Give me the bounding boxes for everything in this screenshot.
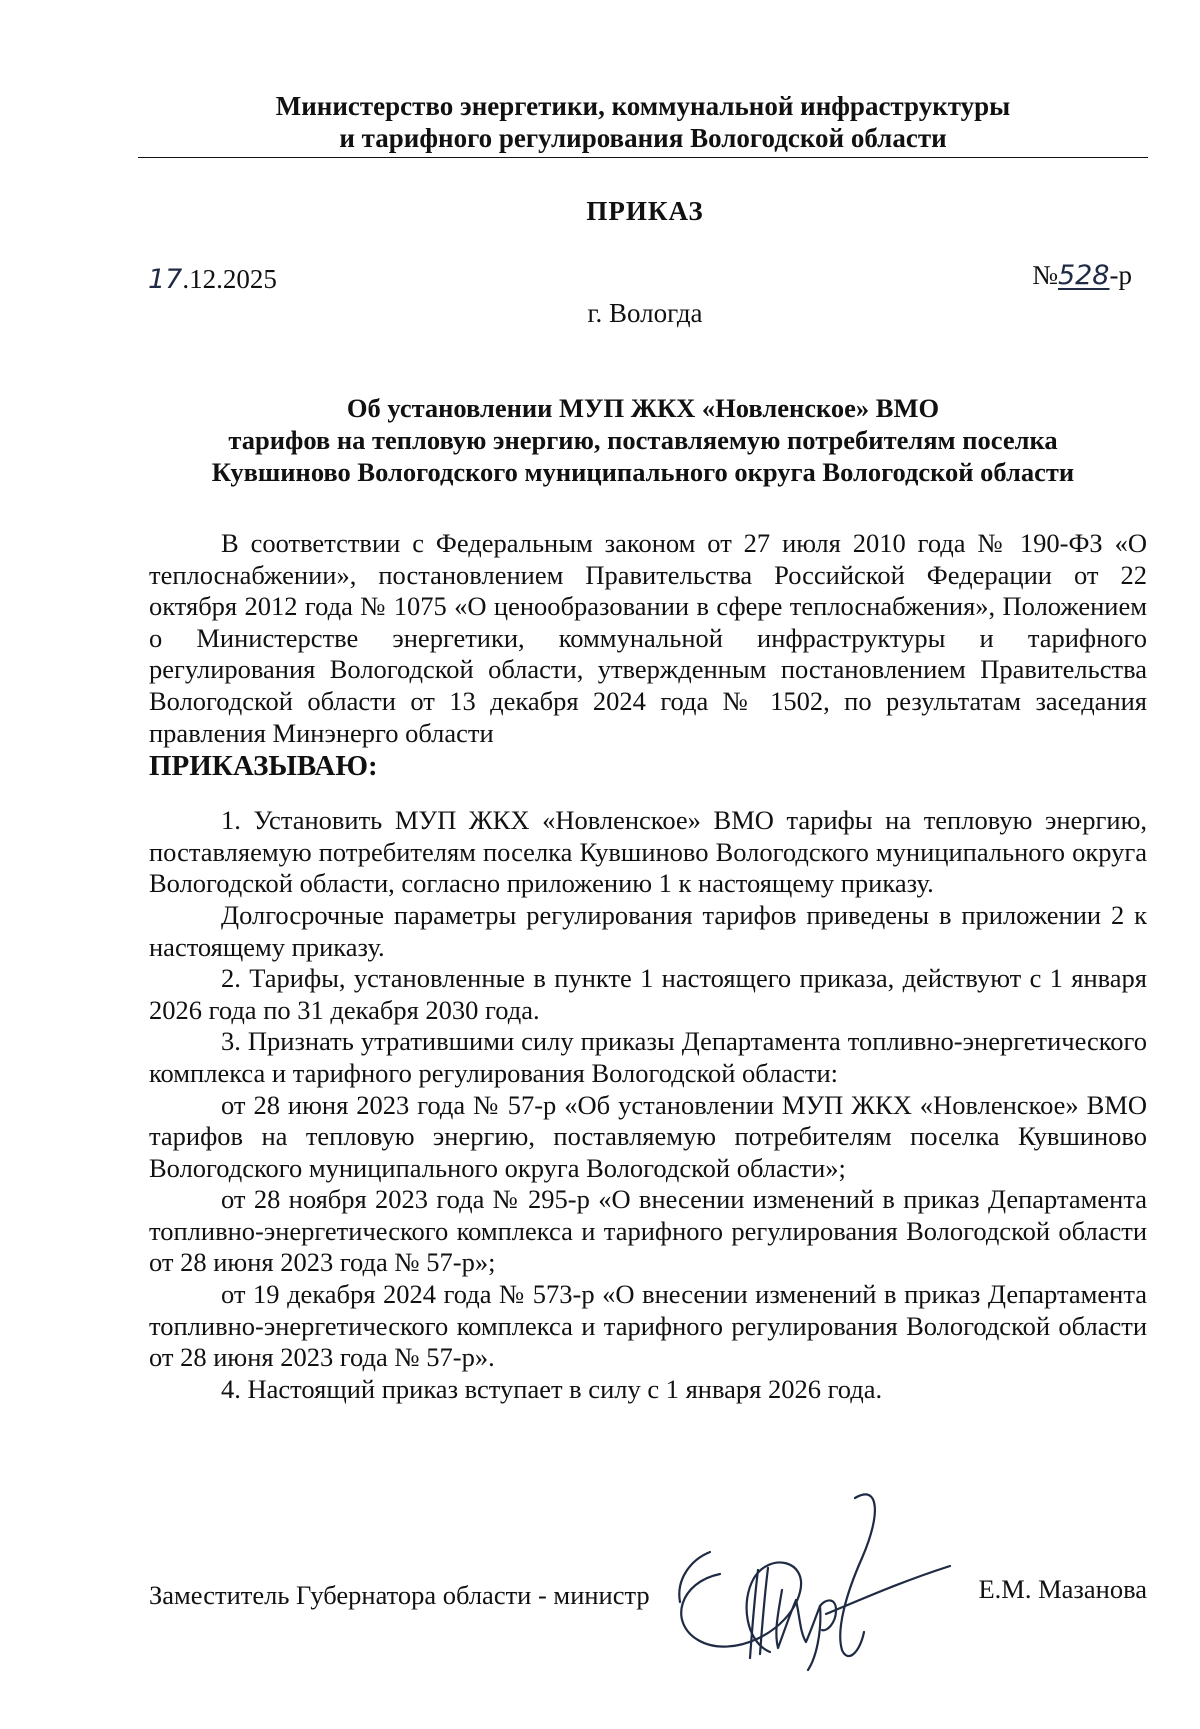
document-type: ПРИКАЗ (586, 196, 704, 226)
date-printed: .12.2025 (182, 264, 277, 294)
signer-name: Е.М. Мазанова (978, 1574, 1147, 1604)
document-city: г. Вологда (587, 298, 703, 328)
signer-position: Заместитель Губернатора области - министр (149, 1580, 650, 1610)
item-1-paragraph: 1. Установить МУП ЖКХ «Новленское» ВМО тарифы на тепловую энергию, поставляемую потребителям поселка Кувшиново Вологодского муниципального округа Вологодской области, согласно приложению 1 к настоящему приказу. (149, 805, 1147, 899)
handwritten-signature (650, 1482, 980, 1682)
title-line2: тарифов на тепловую энергию, поставляемую потребителям поселка (228, 425, 1058, 455)
document-title (138, 392, 1148, 488)
item-1-params-paragraph: Долгосрочные параметры регулирования тарифов приведены в приложении 2 к настоящему приказу. (149, 899, 1147, 962)
item-4-paragraph: 4. Настоящий приказ вступает в силу с 1 января 2026 года. (221, 1373, 883, 1404)
title-line1: Об установлении МУП ЖКХ «Новленское» ВМО (346, 393, 940, 423)
ministry-name-line1: Министерство энергетики, коммунальной инфраструктуры (275, 91, 1011, 121)
item-2-paragraph: 2. Тарифы, установленные в пункте 1 настоящего приказа, действуют с 1 января 2026 года по 31 декабря 2030 года. (149, 963, 1147, 1025)
order-word: ПРИКАЗЫВАЮ: (149, 750, 378, 783)
item-3-order-b: от 28 ноября 2023 года № 295-р «О внесении изменений в приказ Департамента топливно-энергетического комплекса и тарифного регулирования Вологодской области от 28 июня 2023 года № 57-р»; (149, 1184, 1147, 1278)
item-3-order-c: от 19 декабря 2024 года № 573-р «О внесении изменений в приказ Департамента топливно-энергетического комплекса и тарифного регулирования Вологодской области от 28 июня 2023 года № 57-р». (149, 1279, 1147, 1373)
number-prefix: № (1032, 260, 1058, 290)
date-handwritten: 17 (148, 264, 183, 295)
number-suffix: -р (1109, 260, 1132, 290)
document-date (148, 264, 277, 295)
title-line3: Кувшиново Вологодского муниципального округа Вологодской области (211, 457, 1075, 487)
ministry-name-line2: и тарифного регулирования Вологодской области (339, 123, 947, 153)
item-3-paragraph: 3. Признать утратившими силу приказы Департамента топливно-энергетического комплекса и тарифного регулирования Вологодской области: (149, 1026, 1147, 1088)
ministry-header (138, 90, 1148, 154)
number-handwritten: 528 (1057, 260, 1110, 291)
header-rule (138, 157, 1148, 158)
document-body (149, 528, 1147, 1405)
preamble-paragraph: В соответствии с Федеральным законом от 27 июля 2010 года № 190-ФЗ «О теплоснабжении», постановлением Правительства Российской Федерации от 22 октября 2012 года № 1075 «О ценообразовании в сфере теплоснабжения», Положением о Министерстве энергетики, коммунальной инфраструктуры и тарифного регулирования Вологодской области, утвержденным постановлением Правительства Вологодской области от 13 декабря 2024 года № 1502, по результатам заседания правления Минэнерго области (149, 528, 1147, 748)
document-number (1032, 260, 1132, 291)
item-3-order-a: от 28 июня 2023 года № 57-р «Об установлении МУП ЖКХ «Новленское» ВМО тарифов на тепловую энергию, поставляемую потребителям поселка Кувшиново Вологодского муниципального округа Вологодской области»; (149, 1089, 1147, 1183)
